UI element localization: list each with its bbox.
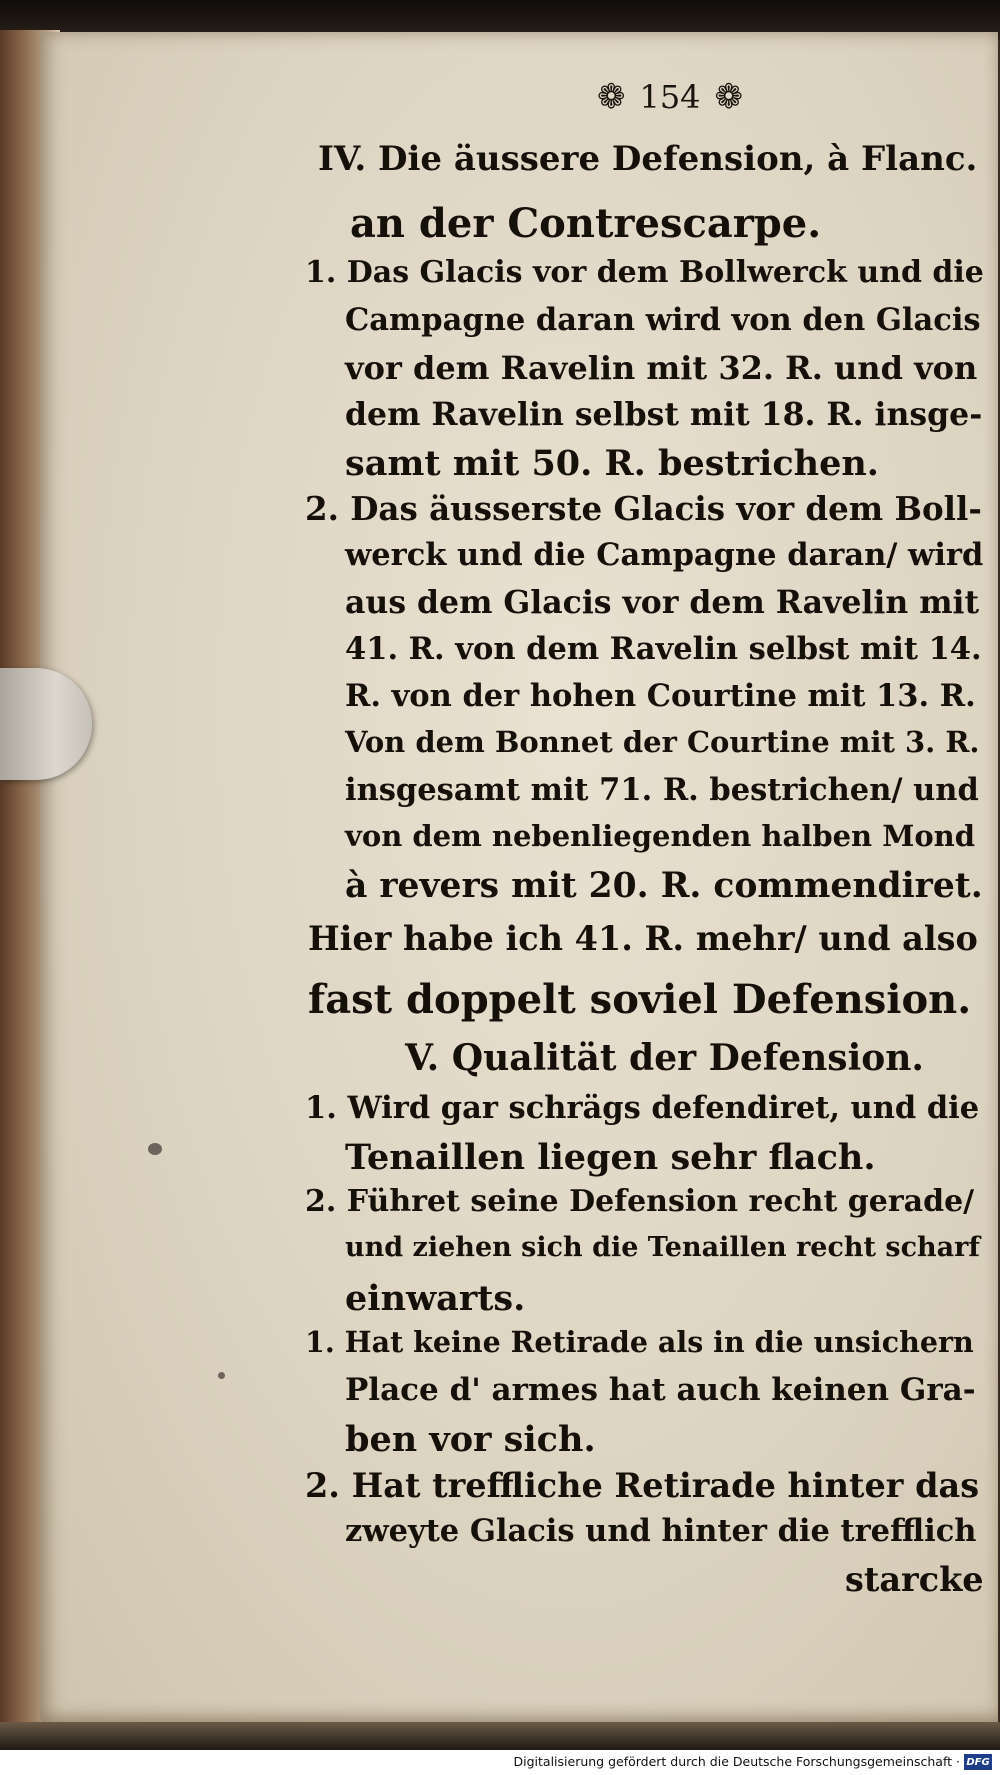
text-line: ben vor sich. bbox=[345, 1419, 596, 1460]
section-heading: an der Contrescarpe. bbox=[350, 200, 822, 247]
page-header bbox=[570, 72, 770, 122]
text-line: Campagne daran wird von den Glacis bbox=[345, 302, 981, 338]
dfg-logo: DFG bbox=[964, 1754, 992, 1770]
subsection-heading: V. Qualität der Defension. bbox=[405, 1037, 924, 1079]
text-line: samt mit 50. R. bestrichen. bbox=[345, 443, 879, 484]
text-line: Tenaillen liegen sehr flach. bbox=[345, 1137, 876, 1178]
funding-credit: Digitalisierung gefördert durch die Deutsche Forschungsgemeinschaft · bbox=[513, 1754, 960, 1769]
text-line: Von dem Bonnet der Courtine mit 3. R. bbox=[345, 725, 980, 759]
text-line: Place d' armes hat auch keinen Gra- bbox=[345, 1372, 976, 1408]
paper-speck bbox=[148, 1143, 162, 1155]
text-line: dem Ravelin selbst mit 18. R. insge- bbox=[345, 396, 983, 433]
text-line: von dem nebenliegenden halben Mond bbox=[345, 819, 976, 853]
text-line: und ziehen sich die Tenaillen recht scharf bbox=[345, 1232, 981, 1263]
text-line: 1. Hat keine Retirade als in die unsichern bbox=[305, 1325, 974, 1359]
text-line: 1. Das Glacis vor dem Bollwerck und die bbox=[305, 255, 984, 290]
text-line: 41. R. von dem Ravelin selbst mit 14. bbox=[345, 631, 982, 667]
catchword: starcke bbox=[845, 1560, 984, 1599]
summary-line: Hier habe ich 41. R. mehr/ und also bbox=[308, 919, 978, 958]
text-line: R. von der hohen Courtine mit 13. R. bbox=[345, 678, 976, 714]
text-line: einwarts. bbox=[345, 1278, 526, 1319]
text-line: aus dem Glacis vor dem Ravelin mit bbox=[345, 584, 980, 621]
text-line: 2. Das äusserste Glacis vor dem Boll- bbox=[305, 489, 982, 528]
paper-speck bbox=[218, 1372, 225, 1379]
flower-ornament-icon: ❁ bbox=[596, 77, 626, 117]
section-heading: IV. Die äussere Defension, à Flanc. bbox=[318, 139, 978, 179]
text-line: 2. Führet seine Defension recht gerade/ bbox=[305, 1184, 975, 1219]
text-line: werck und die Campagne daran/ wird bbox=[345, 537, 984, 573]
text-line: 2. Hat treffliche Retirade hinter das bbox=[305, 1466, 980, 1505]
text-line: vor dem Ravelin mit 32. R. und von bbox=[345, 349, 978, 387]
flower-ornament-icon: ❁ bbox=[714, 77, 744, 117]
text-line: zweyte Glacis und hinter die trefflich bbox=[345, 1513, 977, 1549]
summary-line: fast doppelt soviel Defension. bbox=[308, 976, 972, 1023]
footer-bar bbox=[0, 1750, 1000, 1775]
page-number: 154 bbox=[639, 78, 701, 116]
scan-bottom-edge bbox=[0, 1722, 1000, 1750]
text-line: à revers mit 20. R. commendiret. bbox=[345, 866, 983, 906]
text-line: insgesamt mit 71. R. bestrichen/ und bbox=[345, 772, 979, 808]
text-line: 1. Wird gar schrägs defendiret, und die bbox=[305, 1090, 980, 1126]
